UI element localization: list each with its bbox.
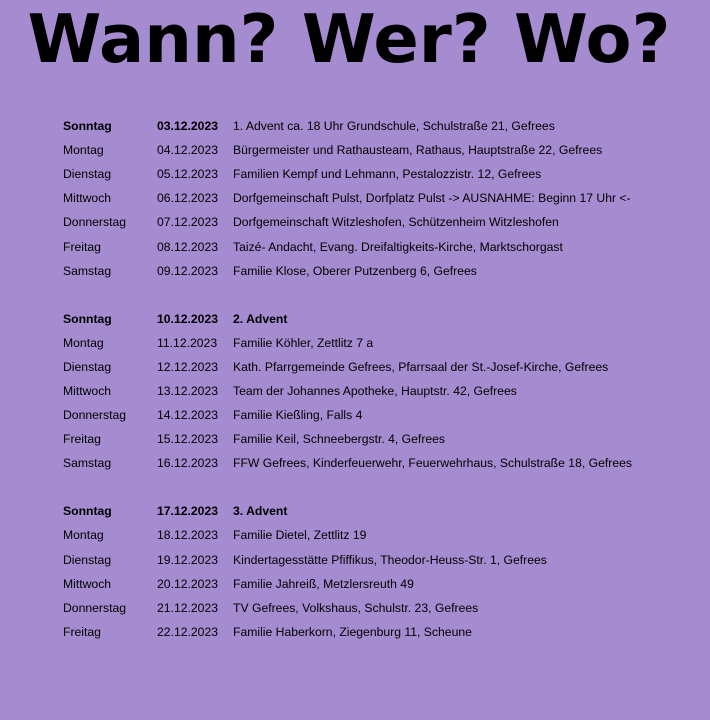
day-cell: Sonntag <box>63 311 112 326</box>
day-cell: Freitag <box>63 239 101 254</box>
date-cell: 07.12.2023 <box>157 215 218 230</box>
description-cell: Familie Jahreiß, Metzlersreuth 49 <box>233 576 414 591</box>
description-cell: Familie Haberkorn, Ziegenburg 11, Scheune <box>233 624 472 639</box>
description-cell: Dorfgemeinschaft Pulst, Dorfplatz Pulst -> AUSNAHME: Beginn 17 Uhr <- <box>233 191 631 206</box>
description-cell: Bürgermeister und Rathausteam, Rathaus, Hauptstraße 22, Gefrees <box>233 143 603 158</box>
description-cell: Familie Köhler, Zettlitz 7 a <box>233 335 374 350</box>
date-cell: 20.12.2023 <box>157 576 218 591</box>
day-cell: Freitag <box>63 624 101 639</box>
day-cell: Samstag <box>63 456 112 471</box>
description-cell: Kath. Pfarrgemeinde Gefrees, Pfarrsaal der St.-Josef-Kirche, Gefrees <box>233 359 609 374</box>
date-cell: 18.12.2023 <box>157 528 218 543</box>
description-cell: Familie Keil, Schneebergstr. 4, Gefrees <box>233 432 446 447</box>
schedule-row <box>63 620 703 644</box>
date-cell: 16.12.2023 <box>157 456 218 471</box>
date-cell: 22.12.2023 <box>157 624 218 639</box>
schedule-row <box>63 355 703 379</box>
day-cell: Mittwoch <box>63 191 112 206</box>
schedule-row <box>63 138 703 162</box>
week-section <box>63 499 703 644</box>
date-cell: 21.12.2023 <box>157 600 218 615</box>
week-section <box>63 114 703 283</box>
description-cell: Team der Johannes Apotheke, Hauptstr. 42, Gefrees <box>233 383 517 398</box>
schedule-row <box>63 307 703 331</box>
date-cell: 15.12.2023 <box>157 432 218 447</box>
date-cell: 14.12.2023 <box>157 408 218 423</box>
day-cell: Sonntag <box>63 119 112 134</box>
schedule-row <box>63 162 703 186</box>
date-cell: 11.12.2023 <box>157 335 218 350</box>
page-title: Wann? Wer? Wo? <box>27 0 671 78</box>
date-cell: 12.12.2023 <box>157 359 218 374</box>
day-cell: Sonntag <box>63 504 112 519</box>
date-cell: 09.12.2023 <box>157 263 218 278</box>
description-cell: Familien Kempf und Lehmann, Pestalozzistr. 12, Gefrees <box>233 167 542 182</box>
date-cell: 03.12.2023 <box>157 119 218 134</box>
description-cell: Familie Dietel, Zettlitz 19 <box>233 528 367 543</box>
day-cell: Montag <box>63 143 104 158</box>
description-cell: 1. Advent ca. 18 Uhr Grundschule, Schulstraße 21, Gefrees <box>233 119 555 134</box>
description-cell: Taizé- Andacht, Evang. Dreifaltigkeits-Kirche, Marktschorgast <box>233 239 563 254</box>
day-cell: Samstag <box>63 263 112 278</box>
description-cell: Familie Kießling, Falls 4 <box>233 408 363 423</box>
day-cell: Dienstag <box>63 552 112 567</box>
day-cell: Dienstag <box>63 359 112 374</box>
day-cell: Mittwoch <box>63 383 112 398</box>
week-section <box>63 307 703 476</box>
day-cell: Freitag <box>63 432 101 447</box>
date-cell: 10.12.2023 <box>157 311 218 326</box>
schedule-row <box>63 523 703 547</box>
date-cell: 04.12.2023 <box>157 143 218 158</box>
schedule-row <box>63 259 703 283</box>
description-cell: Dorfgemeinschaft Witzleshofen, Schützenheim Witzleshofen <box>233 215 559 230</box>
schedule-row <box>63 114 703 138</box>
day-cell: Donnerstag <box>63 408 127 423</box>
schedule-row <box>63 234 703 258</box>
schedule-row <box>63 596 703 620</box>
day-cell: Donnerstag <box>63 600 127 615</box>
schedule-row <box>63 427 703 451</box>
day-cell: Donnerstag <box>63 215 127 230</box>
description-cell: TV Gefrees, Volkshaus, Schulstr. 23, Gefrees <box>233 600 479 615</box>
date-cell: 17.12.2023 <box>157 504 218 519</box>
schedule-row <box>63 331 703 355</box>
schedule-row <box>63 548 703 572</box>
date-cell: 13.12.2023 <box>157 383 218 398</box>
description-cell: FFW Gefrees, Kinderfeuerwehr, Feuerwehrhaus, Schulstraße 18, Gefrees <box>233 456 632 471</box>
day-cell: Dienstag <box>63 167 112 182</box>
schedule-row <box>63 379 703 403</box>
date-cell: 05.12.2023 <box>157 167 218 182</box>
schedule-row <box>63 186 703 210</box>
description-cell: Kindertagesstätte Pfiffikus, Theodor-Heuss-Str. 1, Gefrees <box>233 552 547 567</box>
description-cell: 2. Advent <box>233 311 288 326</box>
day-cell: Mittwoch <box>63 576 112 591</box>
date-cell: 06.12.2023 <box>157 191 218 206</box>
schedule-row <box>63 499 703 523</box>
description-cell: Familie Klose, Oberer Putzenberg 6, Gefrees <box>233 263 477 278</box>
day-cell: Montag <box>63 528 104 543</box>
description-cell: 3. Advent <box>233 504 288 519</box>
date-cell: 19.12.2023 <box>157 552 218 567</box>
schedule-row <box>63 572 703 596</box>
schedule-row <box>63 451 703 475</box>
schedule-row <box>63 210 703 234</box>
schedule-row <box>63 403 703 427</box>
day-cell: Montag <box>63 335 104 350</box>
schedule-table <box>63 114 703 644</box>
date-cell: 08.12.2023 <box>157 239 218 254</box>
